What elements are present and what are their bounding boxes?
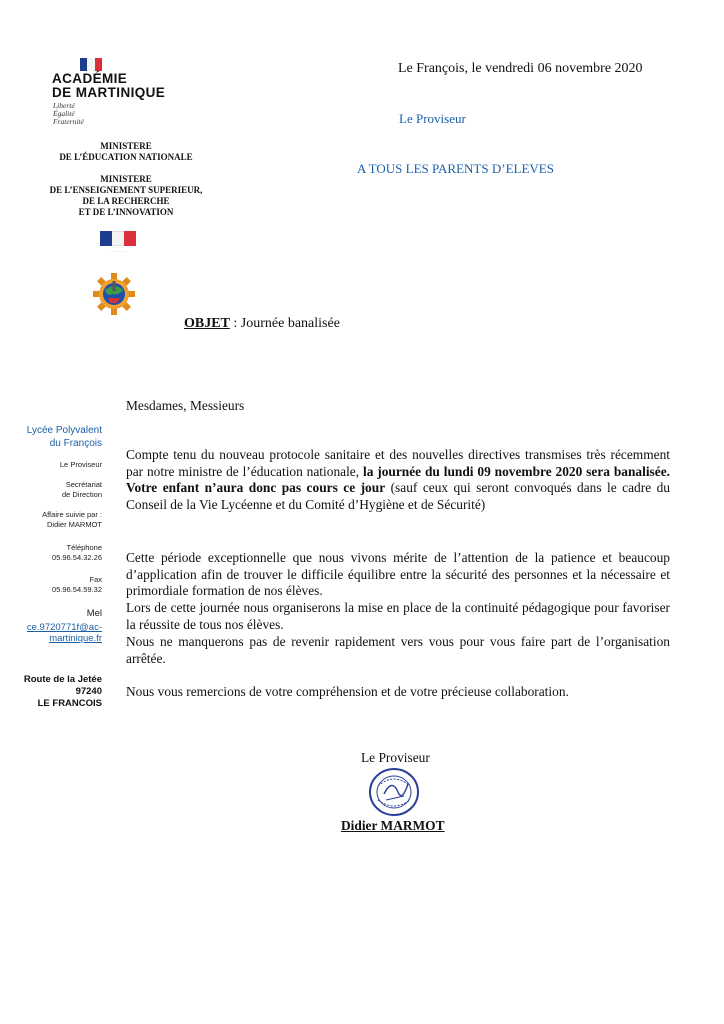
paragraph-3: Lors de cette journée nous organiserons la mise en place de la continuité pédagogique pour favoriser la réussite de tous nos élèves. xyxy=(126,600,670,632)
fax-number: 05.96.54.59.32 xyxy=(51,585,102,594)
secretariat-line: de Direction xyxy=(61,490,102,499)
academie-logo xyxy=(48,58,200,126)
fax-label: Fax xyxy=(89,575,102,584)
republique-motto-tiny: · · · · · · · xyxy=(111,246,125,250)
ministry-line: ET DE L’INNOVATION xyxy=(78,207,174,217)
signature-title: Le Proviseur xyxy=(361,750,430,765)
flag-icon xyxy=(80,58,102,71)
official-stamp-icon xyxy=(364,766,424,818)
ministry-line: DE L’ENSEIGNEMENT SUPERIEUR, xyxy=(49,185,203,195)
school-emblem-icon xyxy=(92,272,136,316)
subject-line xyxy=(184,316,340,332)
motto-line: Égalité xyxy=(53,109,75,118)
academie-name xyxy=(52,72,165,100)
subject-label: OBJET xyxy=(184,316,230,331)
greeting: Mesdames, Messieurs xyxy=(126,398,245,413)
mail-line[interactable]: martinique.fr xyxy=(49,633,102,644)
academie-line2: DE MARTINIQUE xyxy=(52,85,166,100)
ministry-line: MINISTERE xyxy=(100,174,152,184)
paragraph-2: Cette période exceptionnelle que nous vivons mérite de l’attention de la patience et beaucoup d’application afin de trouver le difficile équilibre entre la sécurité des personnes et la nécessaire et primordiale formation de nos élèves. xyxy=(126,550,670,599)
school-line: du François xyxy=(49,438,102,449)
paragraph-1-bold: la journée du lundi 09 novembre 2020 sera banalisée. Votre enfant n’aura donc pas cours ce jour xyxy=(126,463,670,496)
ministry-line: MINISTERE xyxy=(100,141,152,151)
address-line: LE FRANCOIS xyxy=(37,698,102,709)
paragraph-1-start: Compte tenu du nouveau protocole sanitaire et des nouvelles directives transmises très récemment par notre ministre de l’éducation nationale, xyxy=(126,447,670,479)
ministry-line: DE LA RECHERCHE xyxy=(82,196,170,206)
phone-number: 05.96.54.32.26 xyxy=(51,553,102,562)
ministry-line: DE L’ÉDUCATION NATIONALE xyxy=(59,152,193,162)
sidebar-school-name xyxy=(0,424,102,450)
sidebar-address xyxy=(0,674,102,710)
address-line: Route de la Jetée xyxy=(23,674,102,685)
letter-date: Le François, le vendredi 06 novembre 2020 xyxy=(398,61,643,76)
academie-line1: ACADÉMIE xyxy=(52,71,128,86)
sidebar-affaire xyxy=(0,510,102,530)
flag-icon xyxy=(100,231,136,246)
ministry-education xyxy=(30,141,222,163)
paragraph-4: Nous ne manquerons pas de revenir rapidement vers vous pour vous faire part de l’organisation arrêtée. xyxy=(126,634,670,666)
mail-link[interactable] xyxy=(0,622,102,644)
affaire-line: Affaire suivie par : xyxy=(42,510,102,519)
sender-title: Le Proviseur xyxy=(399,111,466,126)
address-line: 97240 xyxy=(75,686,102,697)
recipient-line: A TOUS LES PARENTS D’ELEVES xyxy=(357,161,554,176)
republique-logo xyxy=(100,231,136,259)
phone-label: Téléphone xyxy=(66,543,102,552)
paragraph-1 xyxy=(126,447,670,513)
motto xyxy=(53,102,84,126)
mail-line[interactable]: ce.9720771f@ac- xyxy=(26,622,102,633)
school-line: Lycée Polyvalent xyxy=(26,425,102,436)
sidebar-secretariat xyxy=(0,480,102,500)
secretariat-line: Secrétariat xyxy=(65,480,102,489)
paragraph-5: Nous vous remercions de votre compréhension et de votre précieuse collaboration. xyxy=(126,684,569,699)
mail-label: Mel xyxy=(86,608,102,619)
republique-name-tiny: · · · · · · · · xyxy=(110,250,126,254)
motto-line: Liberté xyxy=(53,101,75,110)
motto-line: Fraternité xyxy=(53,117,84,126)
subject-text: : Journée banalisée xyxy=(229,316,340,331)
ministry-higher-education xyxy=(30,174,222,218)
affaire-line: Didier MARMOT xyxy=(46,520,102,529)
signatory-name: Didier MARMOT xyxy=(341,818,445,833)
sidebar-role: Le Proviseur xyxy=(59,460,102,469)
paragraph-1-end: (sauf ceux qui seront convoqués dans le cadre du Conseil de la Vie Lycéenne et du Comité d’Hygiène et de Sécurité) xyxy=(126,480,670,512)
